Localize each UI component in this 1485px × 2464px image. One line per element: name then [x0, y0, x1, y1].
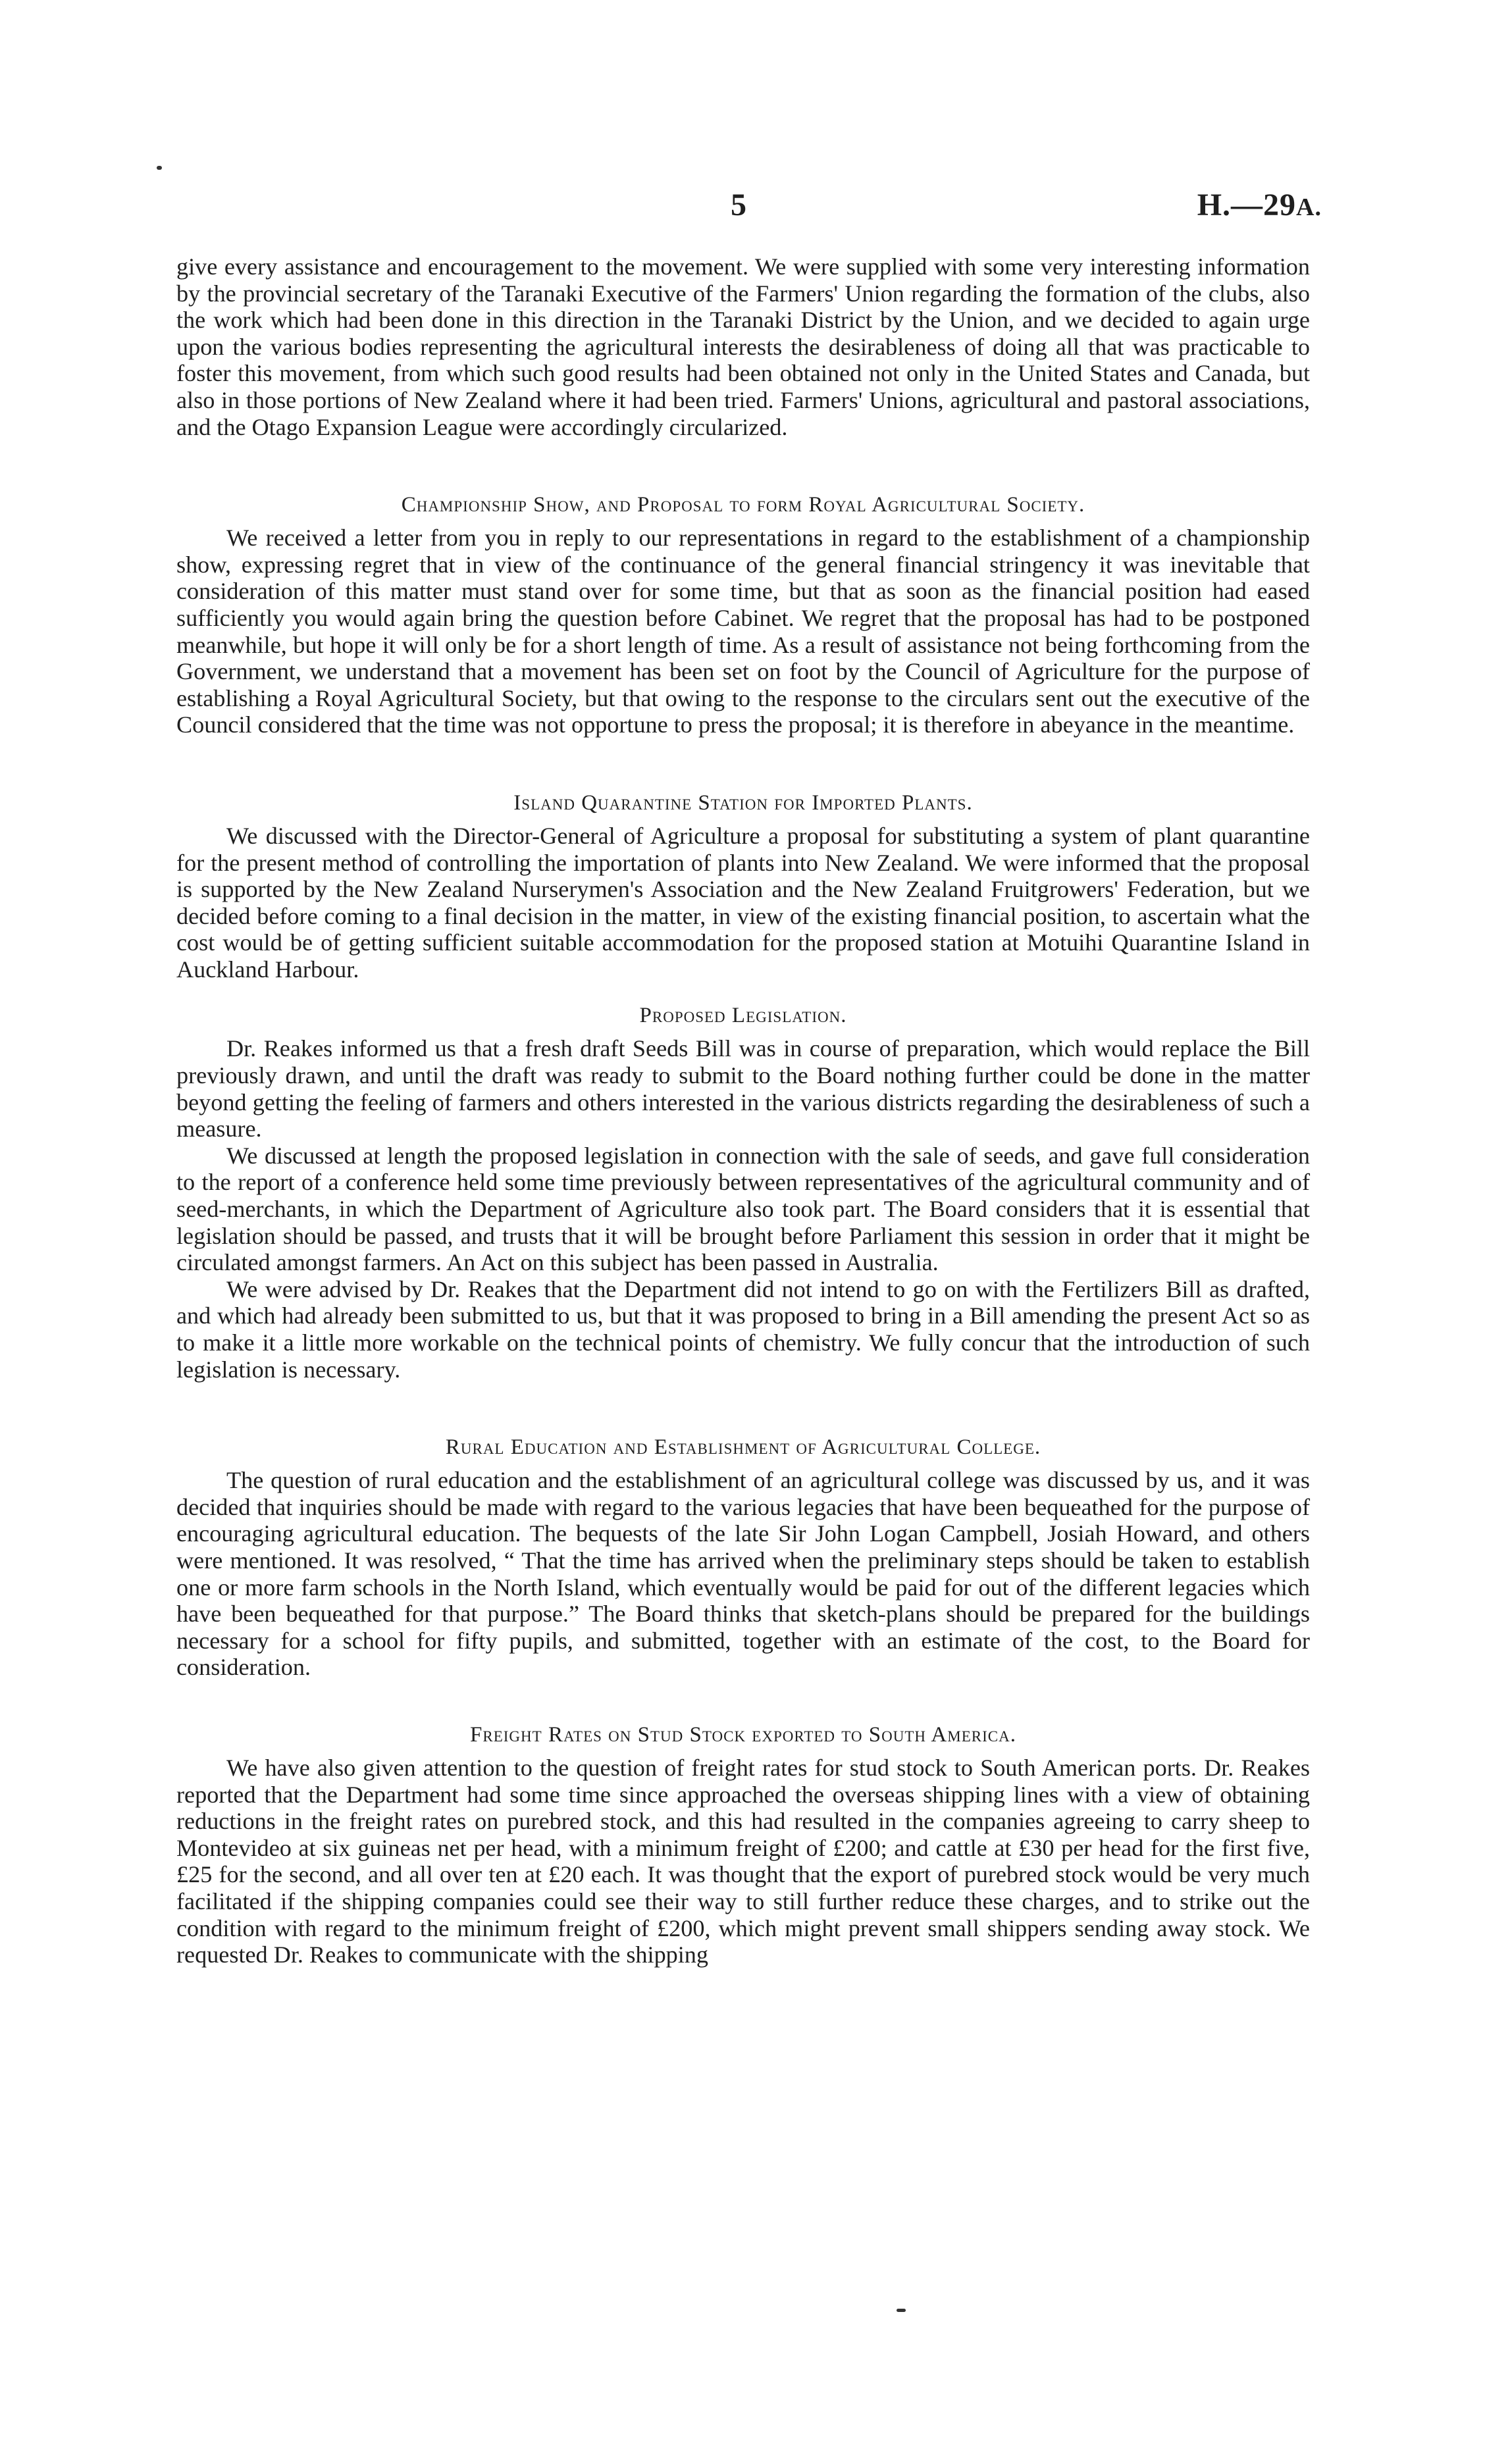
page-header — [0, 187, 1485, 226]
section-paragraph: We were advised by Dr. Reakes that the Department did not intend to go on with the Fertilizers Bill as drafted, and which had already been submitted to us, but that it was proposed to bring in a Bill amending the present Act so as to make it a little more workable on the technical points of chemistry. We fully concur that the introduction of such legislation is necessary. — [176, 1275, 1310, 1383]
page-number: 5 — [731, 188, 746, 222]
section-paragraph: We have also given attention to the question of freight rates for stud stock to South American ports. Dr. Reakes reported that the Department had some time since approached the overseas shipping lines with a view of obtaining reductions in the freight rates on purebred stock, and this had resulted in the companies agreeing to carry sheep to Montevideo at six guineas net per head, with a minimum freight of £200; and cattle at £30 per head for the first five, £25 for the second, and all over ten at £20 each. It was thought that the export of purebred stock would be very much facilitated if the shipping companies could see their way to still further reduce these charges, and to strike out the condition with regard to the minimum freight of £200, which might prevent small shippers sending away stock. We requested Dr. Reakes to communicate with the shipping — [176, 1754, 1310, 1968]
section-paragraph: We discussed with the Director-General of Agriculture a proposal for substituting a system of plant quarantine for the present method of controlling the importation of plants into New Zealand. We were informed that the proposal is supported by the New Zealand Nurserymen's Association and the New Zealand Fruitgrowers' Federation, but we decided before coming to a final decision in the matter, in view of the existing financial position, to ascertain what the cost would be of getting sufficient suitable accommodation for the proposed station at Motuihi Quarantine Island in Auckland Harbour. — [176, 822, 1310, 983]
section-heading: Rural Education and Establishment of Agricultural College. — [445, 1435, 1041, 1460]
body-text — [176, 253, 1310, 1968]
scan-speck — [897, 2309, 906, 2312]
section-paragraph: The question of rural education and the establishment of an agricultural college was discussed by us, and it was decided that inquiries should be made with regard to the various legacies that have been bequeathed for the purpose of encouraging agricultural education. The bequests of the late Sir John Logan Campbell, Josiah Howard, and others were mentioned. It was resolved, “ That the time has arrived when the preliminary steps should be taken to establish one or more farm schools in the North Island, which eventually would be paid for out of the different legacies which have been bequeathed for that purpose.” The Board thinks that sketch-plans should be prepared for the buildings necessary for a school for fifty pupils, and submitted, together with an estimate of the cost, to the Board for consideration. — [176, 1467, 1310, 1681]
document-reference — [1197, 187, 1322, 223]
section-heading: Proposed Legislation. — [639, 1004, 847, 1028]
section-heading: Championship Show, and Proposal to form Royal Agricultural Society. — [401, 493, 1085, 517]
intro-paragraph: give every assistance and encouragement to the movement. We were supplied with some very interesting information by the provincial secretary of the Taranaki Executive of the Farmers' Union regarding the formation of the clubs, also the work which had been done in this direction in the Taranaki District by the Union, and we decided to again urge upon the various bodies representing the agricultural interests the desirableness of doing all that was practicable to foster this movement, from which such good results had been obtained not only in the United States and Canada, but also in those portions of New Zealand where it had been tried. Farmers' Unions, agricultural and pastoral associations, and the Otago Expansion League were accordingly circularized. — [176, 253, 1310, 440]
section-paragraph: Dr. Reakes informed us that a fresh draft Seeds Bill was in course of preparation, which would replace the Bill previously drawn, and until the draft was ready to submit to the Board nothing further could be done in the matter beyond getting the feeling of farmers and others interested in the various districts regarding the desirableness of such a measure. — [176, 1035, 1310, 1142]
section-rural-education — [176, 1434, 1310, 1681]
document-reference-main: H.—29 — [1197, 188, 1297, 222]
scan-speck — [157, 166, 162, 170]
section-heading: Freight Rates on Stud Stock exported to South America. — [470, 1722, 1016, 1747]
section-paragraph: We discussed at length the proposed legislation in connection with the sale of seeds, and gave full consideration to the report of a conference held some time previously between representatives of the agricultural community and of seed-merchants, in which the Department of Agriculture also took part. The Board considers that it is essential that legislation should be passed, and trusts that it will be brought before Parliament this session in order that it might be circulated amongst farmers. An Act on this subject has been passed in Australia. — [176, 1142, 1310, 1276]
section-paragraph: We received a letter from you in reply to our representations in regard to the establishment of a championship show, expressing regret that in view of the continuance of the general financial stringency it was inevitable that consideration of this matter must stand over for some time, but that as soon as the financial position had eased sufficiently you would again bring the question before Cabinet. We regret that the proposal has had to be postponed meanwhile, but hope it will only be for a short length of time. As a result of assistance not being forthcoming from the Government, we understand that a movement has been set on foot by the Council of Agriculture for the purpose of establishing a Royal Agricultural Society, but that owing to the response to the circulars sent out the executive of the Council considered that the time was not opportune to press the proposal; it is therefore in abeyance in the meantime. — [176, 525, 1310, 738]
section-heading: Island Quarantine Station for Imported Plants. — [513, 790, 973, 815]
section-freight-rates — [176, 1722, 1310, 1968]
section-proposed-legislation — [176, 1002, 1310, 1383]
section-island-quarantine — [176, 790, 1310, 983]
section-championship-show — [176, 492, 1310, 738]
document-reference-suffix: A. — [1296, 193, 1322, 221]
